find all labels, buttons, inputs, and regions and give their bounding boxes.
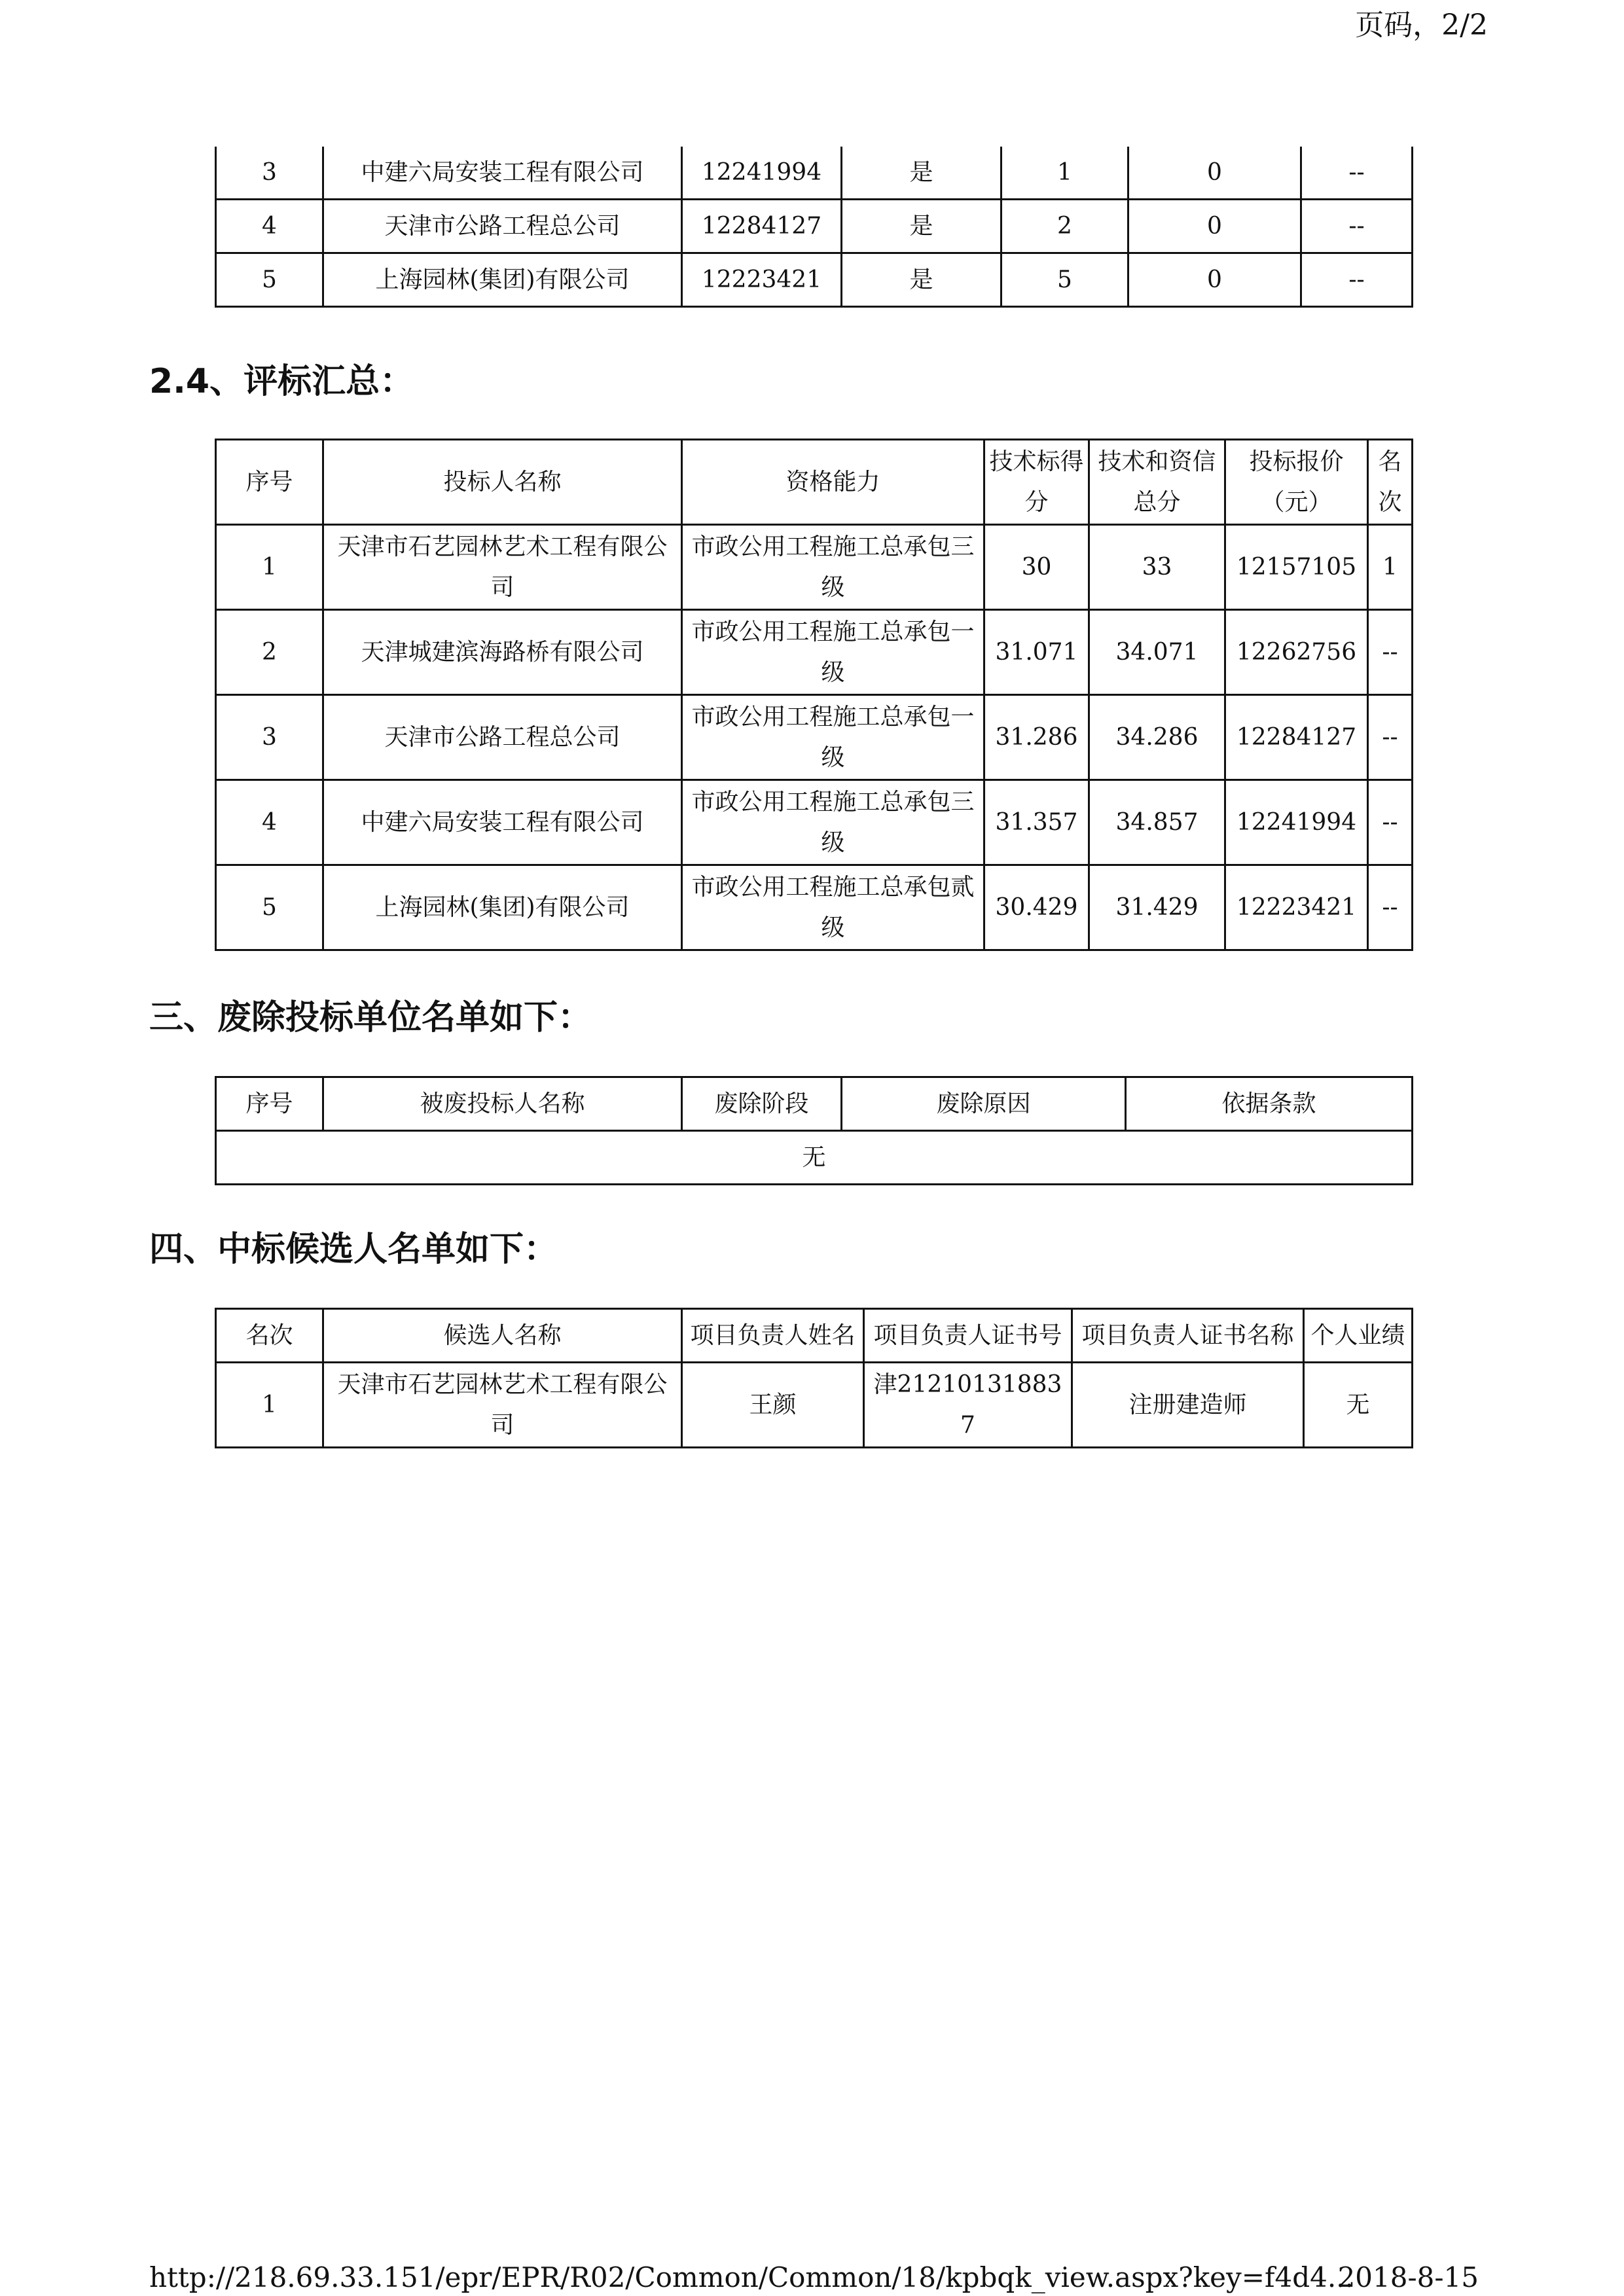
cell-flag: 是 — [842, 253, 1001, 307]
header-qualification: 资格能力 — [682, 440, 984, 525]
header-rank: 名次 — [216, 1309, 323, 1363]
table-header-row — [216, 440, 1413, 525]
cell-index: 3 — [216, 695, 323, 780]
footer-url: http://218.69.33.151/epr/EPR/R02/Common/Common/18/kpbqk_view.aspx?key=f4d4... — [149, 2261, 1354, 2293]
section-2-4-title: 2.4、评标汇总： — [149, 362, 414, 401]
cell-value: -- — [1301, 253, 1413, 307]
cell-cert-name: 注册建造师 — [1072, 1363, 1304, 1448]
evaluation-summary-table — [215, 439, 1413, 951]
cell-value: -- — [1301, 147, 1413, 200]
cell-manager-name: 王颜 — [682, 1363, 864, 1448]
cell-rank: -- — [1368, 610, 1413, 695]
cell-qualification: 市政公用工程施工总承包三级 — [682, 780, 984, 865]
header-bid-price: 投标报价（元） — [1225, 440, 1368, 525]
header-tech-score: 技术标得分 — [984, 440, 1089, 525]
cell-index: 3 — [216, 147, 323, 200]
cell-total-score: 34.286 — [1089, 695, 1225, 780]
table-row — [216, 780, 1413, 865]
table-row — [216, 695, 1413, 780]
cell-index: 5 — [216, 253, 323, 307]
cell-index: 5 — [216, 865, 323, 950]
footer-date: 2018-8-15 — [1337, 2261, 1479, 2293]
table-row — [216, 200, 1413, 253]
cell-bidder: 上海园林(集团)有限公司 — [323, 253, 682, 307]
cell-total-score: 31.429 — [1089, 865, 1225, 950]
cell-bid-price: 12241994 — [1225, 780, 1368, 865]
cell-value: 0 — [1128, 200, 1301, 253]
header-index: 序号 — [216, 440, 323, 525]
cell-flag: 是 — [842, 200, 1001, 253]
cell-cert-number: 津212101318837 — [864, 1363, 1072, 1448]
cell-value: 0 — [1128, 147, 1301, 200]
cell-rank: -- — [1368, 780, 1413, 865]
table-header-row — [216, 1077, 1413, 1131]
continued-bid-table — [215, 147, 1413, 308]
disqualified-bidders-table — [215, 1076, 1413, 1185]
header-stage: 废除阶段 — [682, 1077, 842, 1131]
empty-cell: 无 — [216, 1131, 1413, 1185]
header-disqualified-bidder: 被废投标人名称 — [323, 1077, 682, 1131]
cell-price: 12284127 — [682, 200, 842, 253]
table-row — [216, 865, 1413, 950]
cell-bid-price: 12284127 — [1225, 695, 1368, 780]
table-row — [216, 253, 1413, 307]
cell-value: 0 — [1128, 253, 1301, 307]
cell-tech-score: 31.071 — [984, 610, 1089, 695]
section-3-title: 三、废除投标单位名单如下： — [149, 998, 592, 1037]
cell-bidder: 中建六局安装工程有限公司 — [323, 780, 682, 865]
cell-price: 12223421 — [682, 253, 842, 307]
cell-qualification: 市政公用工程施工总承包一级 — [682, 610, 984, 695]
cell-index: 2 — [216, 610, 323, 695]
cell-total-score: 34.857 — [1089, 780, 1225, 865]
header-bidder: 投标人名称 — [323, 440, 682, 525]
cell-bidder: 天津市公路工程总公司 — [323, 695, 682, 780]
header-index: 序号 — [216, 1077, 323, 1131]
cell-index: 1 — [216, 525, 323, 610]
cell-value: -- — [1301, 200, 1413, 253]
cell-qualification: 市政公用工程施工总承包一级 — [682, 695, 984, 780]
table-row — [216, 147, 1413, 200]
cell-total-score: 33 — [1089, 525, 1225, 610]
table-row — [216, 610, 1413, 695]
cell-rank: -- — [1368, 865, 1413, 950]
cell-qualification: 市政公用工程施工总承包三级 — [682, 525, 984, 610]
cell-bidder: 中建六局安装工程有限公司 — [323, 147, 682, 200]
cell-performance: 无 — [1304, 1363, 1413, 1448]
header-manager-name: 项目负责人姓名 — [682, 1309, 864, 1363]
cell-value: 5 — [1001, 253, 1128, 307]
cell-price: 12241994 — [682, 147, 842, 200]
cell-tech-score: 30 — [984, 525, 1089, 610]
header-candidate: 候选人名称 — [323, 1309, 682, 1363]
header-cert-name: 项目负责人证书名称 — [1072, 1309, 1304, 1363]
cell-qualification: 市政公用工程施工总承包贰级 — [682, 865, 984, 950]
cell-candidate: 天津市石艺园林艺术工程有限公司 — [323, 1363, 682, 1448]
cell-bidder: 天津市公路工程总公司 — [323, 200, 682, 253]
cell-tech-score: 31.286 — [984, 695, 1089, 780]
header-performance: 个人业绩 — [1304, 1309, 1413, 1363]
cell-bid-price: 12262756 — [1225, 610, 1368, 695]
cell-rank: -- — [1368, 695, 1413, 780]
cell-index: 4 — [216, 200, 323, 253]
cell-bidder: 天津市石艺园林艺术工程有限公司 — [323, 525, 682, 610]
header-reason: 废除原因 — [842, 1077, 1126, 1131]
section-4-title: 四、中标候选人名单如下： — [149, 1230, 558, 1269]
table-row — [216, 1131, 1413, 1185]
cell-tech-score: 31.357 — [984, 780, 1089, 865]
table-header-row — [216, 1309, 1413, 1363]
table-row — [216, 1363, 1413, 1448]
header-rank: 名次 — [1368, 440, 1413, 525]
cell-rank: 1 — [216, 1363, 323, 1448]
winning-candidates-table — [215, 1308, 1413, 1448]
cell-bid-price: 12157105 — [1225, 525, 1368, 610]
header-cert-number: 项目负责人证书号 — [864, 1309, 1072, 1363]
cell-flag: 是 — [842, 147, 1001, 200]
header-clause: 依据条款 — [1126, 1077, 1413, 1131]
page-number: 页码，2/2 — [1355, 9, 1488, 42]
table-row — [216, 525, 1413, 610]
cell-rank: 1 — [1368, 525, 1413, 610]
cell-bidder: 上海园林(集团)有限公司 — [323, 865, 682, 950]
cell-tech-score: 30.429 — [984, 865, 1089, 950]
cell-bid-price: 12223421 — [1225, 865, 1368, 950]
cell-index: 4 — [216, 780, 323, 865]
cell-value: 1 — [1001, 147, 1128, 200]
cell-bidder: 天津城建滨海路桥有限公司 — [323, 610, 682, 695]
cell-value: 2 — [1001, 200, 1128, 253]
header-total-score: 技术和资信总分 — [1089, 440, 1225, 525]
cell-total-score: 34.071 — [1089, 610, 1225, 695]
